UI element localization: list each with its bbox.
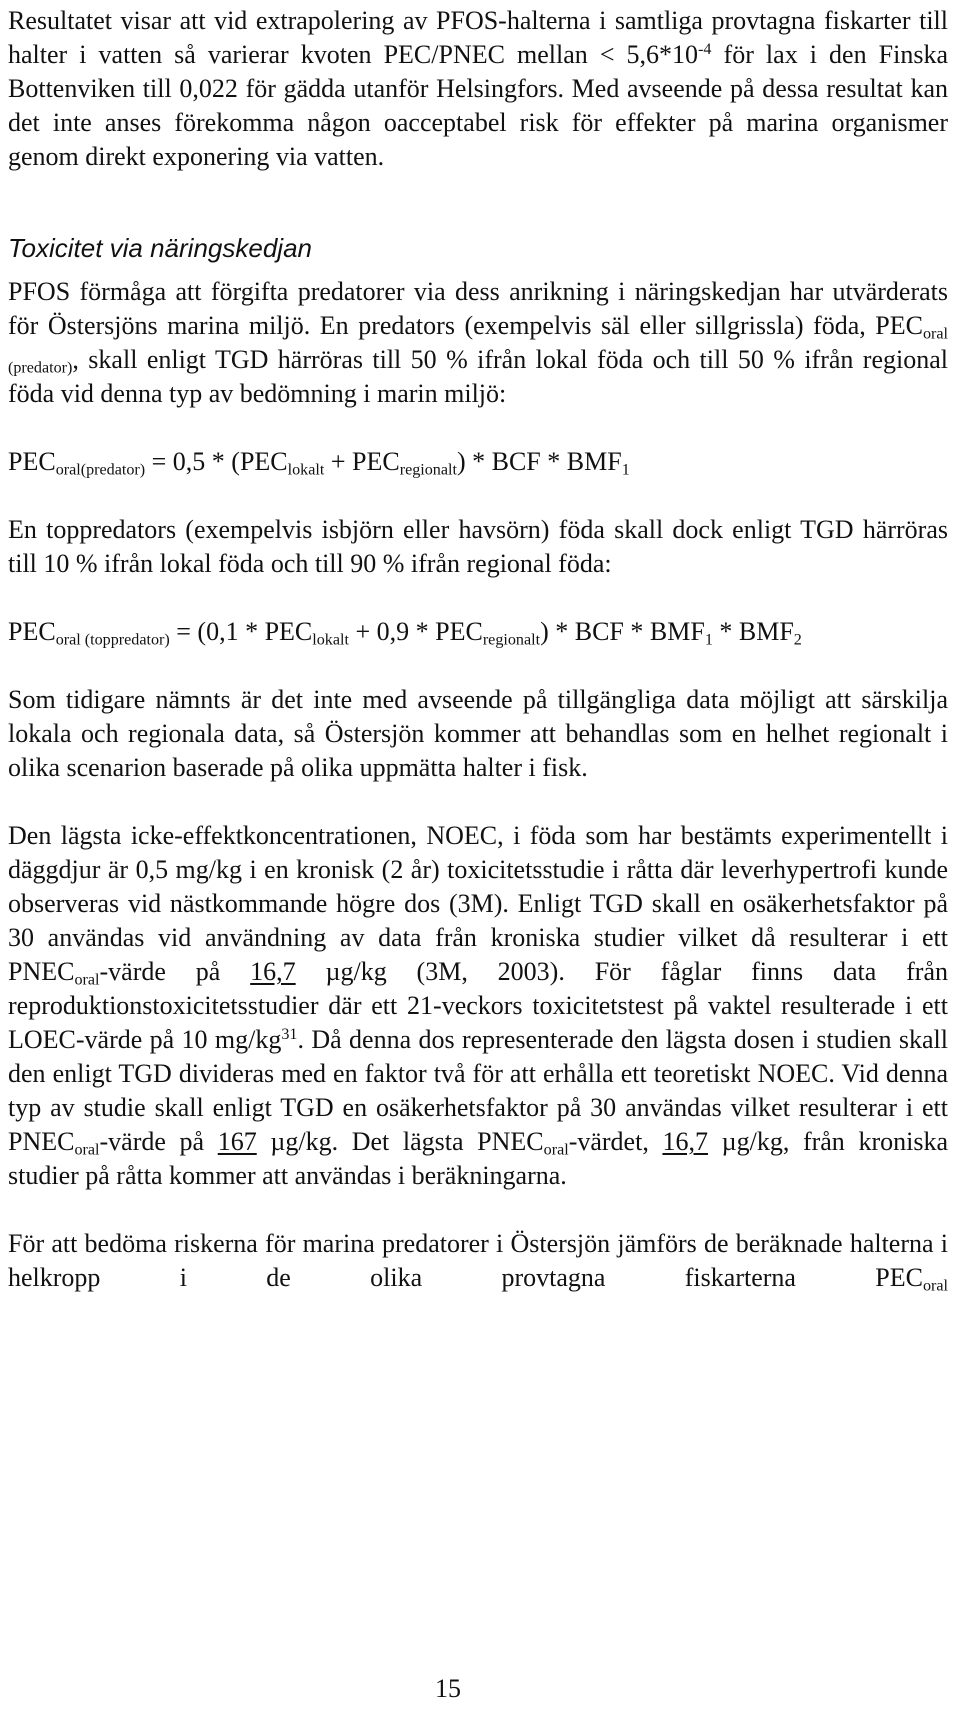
subscript: lokalt — [312, 631, 349, 649]
text-run: µg/kg. Det lägsta PNEC — [256, 1127, 544, 1156]
text-run: -värde på — [99, 1127, 218, 1156]
subscript: oral (toppredator) — [55, 631, 170, 649]
text-run: -värdet, — [568, 1127, 663, 1156]
subscript: oral — [543, 1141, 569, 1159]
text-run: -värde på — [99, 957, 251, 986]
formula-term: + PEC — [324, 447, 400, 476]
underlined-value: 16,7 — [250, 957, 296, 986]
text-run: . Då denna dos representerade den lägsta dosen i studien skall den enligt TGD divideras med en faktor två för att erhålla ett teoretiskt NOEC. Vid denna typ av studie skall enligt TGD en osäkerhetsfaktor på 30 användas vilket resulterar i ett PNEC — [8, 1025, 948, 1156]
paragraph-risk-assessment — [8, 1227, 948, 1295]
underlined-value: 16,7 — [662, 1127, 708, 1156]
formula-term: ) * BCF * BMF — [540, 617, 705, 646]
formula-term: + 0,9 * PEC — [348, 617, 483, 646]
paragraph-top-predator: En toppredators (exempelvis isbjörn eller havsörn) föda skall dock enligt TGD härröras till 10 % ifrån lokal föda och till 90 % ifrån regional föda: — [8, 515, 948, 578]
section-heading: Toxicitet via näringskedjan — [8, 233, 312, 263]
text-run: PFOS förmåga att förgifta predatorer via dess anrikning i näringskedjan har utvärderats för Östersjöns marina miljö. En predators (exempelvis säl eller sillgrissla) föda, PEC — [8, 277, 948, 340]
footnote-reference: 31 — [281, 1026, 298, 1044]
text-run: Resultatet visar att vid extrapolering av PFOS-halterna i samtliga provtagna fiskarter till halter i vatten så varierar kvoten PEC/PNEC mellan < 5,6*10 — [8, 6, 948, 69]
subscript: oral — [74, 1141, 100, 1159]
formula-term: * BMF — [712, 617, 794, 646]
subscript: 1 — [704, 631, 713, 649]
subscript: regionalt — [399, 461, 457, 479]
text-run: µg/kg, från kroniska studier på råtta kommer att användas i beräkningarna. — [8, 1127, 948, 1190]
formula-top-predator — [8, 615, 948, 649]
formula-term: = 0,5 * (PEC — [145, 447, 288, 476]
document-page — [8, 0, 948, 1712]
subscript: 1 — [621, 461, 630, 479]
text-run: , skall enligt TGD härröras till 50 % ifrån lokal föda och till 50 % ifrån regional föda vid denna typ av bedömning i marin miljö: — [8, 345, 948, 408]
text-run: för lax i den Finska Bottenviken till 0,022 för gädda utanför Helsingfors. Med avseende på dessa resultat kan det inte anses förekomma någon oacceptabel risk för effekter på marina organismer genom direkt exponering via vatten. — [8, 40, 948, 171]
subscript: lokalt — [287, 461, 325, 479]
text-run: För att bedöma riskerna för marina predatorer i Östersjön jämförs de beräknade halterna i helkropp i de olika provtagna fiskarterna PEC — [8, 1229, 948, 1292]
paragraph-noec — [8, 819, 948, 1193]
paragraph-food-chain — [8, 275, 948, 411]
subscript: oral — [74, 971, 100, 989]
subscript: oral (predator) — [8, 325, 948, 377]
subscript: oral(predator) — [55, 461, 146, 479]
text-run: Den lägsta icke-effektkoncentrationen, NOEC, i föda som har bestämts experimentellt i däggdjur är 0,5 mg/kg i en kronisk (2 år) toxicitetsstudie i råtta där leverhypertrofi kunde observeras vid nästkommande högre dos (3M). Enligt TGD skall en osäkerhetsfaktor på 30 användas vid användning av data från kroniska studier vilket då resulterar i ett PNEC — [8, 821, 948, 986]
subscript: 2 — [793, 631, 802, 649]
subscript: oral — [922, 1277, 948, 1295]
formula-term: PEC — [8, 617, 56, 646]
underlined-value: 167 — [217, 1127, 257, 1156]
paragraph-regional-data: Som tidigare nämnts är det inte med avseende på tillgängliga data möjligt att särskilja lokala och regionala data, så Östersjön kommer att behandlas som en helhet regionalt i olika scenarion baserade på olika uppmätta halter i fisk. — [8, 685, 948, 782]
superscript: -4 — [698, 41, 712, 59]
text-run: µg/kg (3M, 2003). För fåglar finns data från reproduktionstoxicitetsstudier där ett 21-veckors toxicitetstest på vaktel resulterade i ett LOEC-värde på 10 mg/kg — [8, 957, 948, 1054]
formula-term: ) * BCF * BMF — [456, 447, 622, 476]
formula-term: = (0,1 * PEC — [169, 617, 313, 646]
paragraph-results — [8, 4, 948, 174]
subscript: regionalt — [482, 631, 541, 649]
formula-predator — [8, 445, 948, 479]
page-number: 15 — [435, 1674, 461, 1703]
formula-term: PEC — [8, 447, 56, 476]
